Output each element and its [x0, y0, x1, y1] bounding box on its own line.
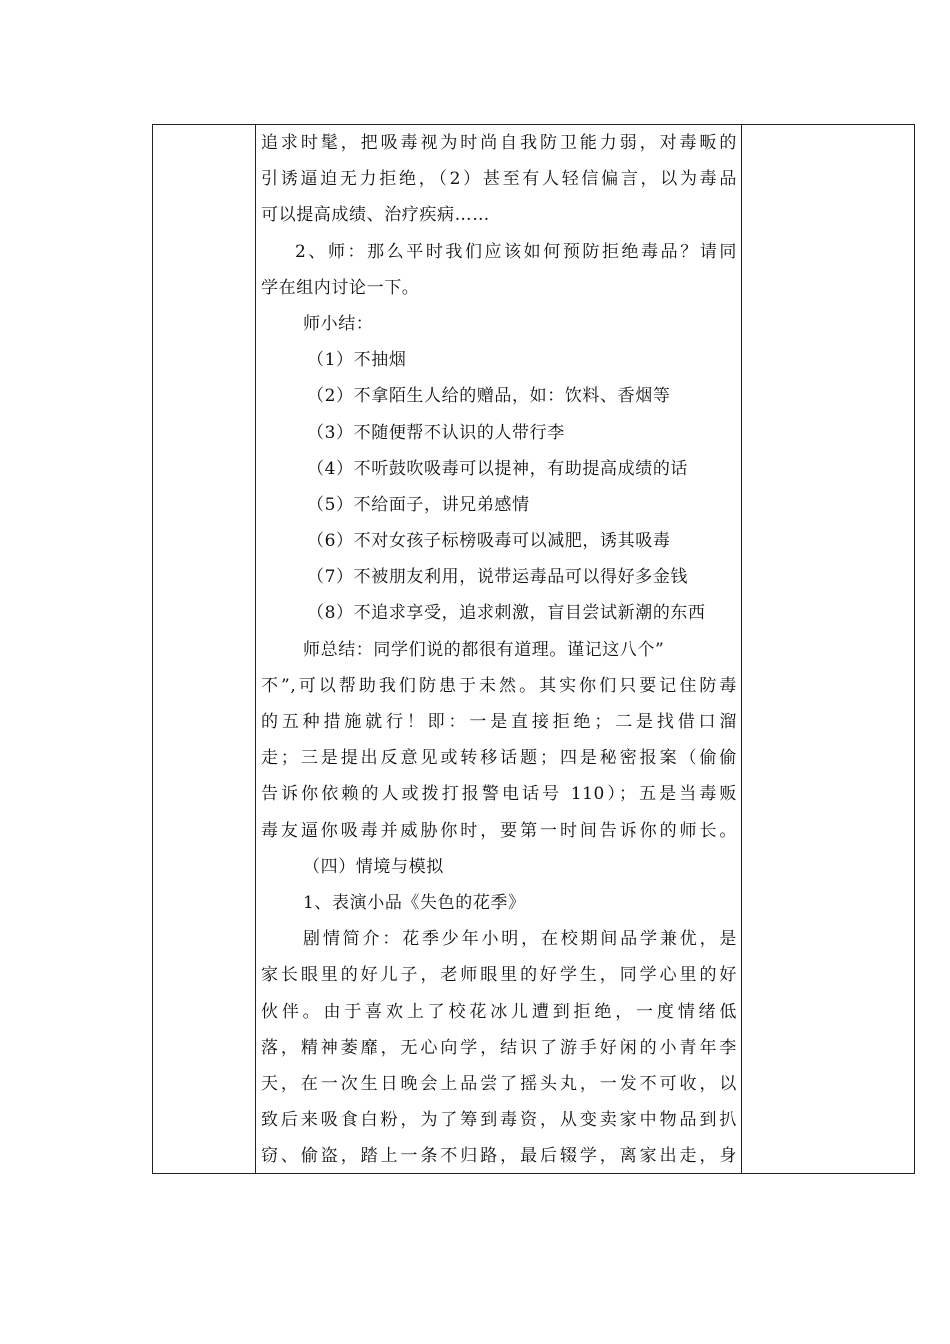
list-item: （7）不被朋友利用，说带运毒品可以得好多金钱 — [307, 567, 689, 588]
list-item: （1）不抽烟 — [307, 350, 407, 371]
text-line: 师小结： — [303, 313, 374, 334]
text-line: 告诉你依赖的人或拨打报警电话号 110）；五是当毒贩 — [261, 784, 737, 805]
text-line: 家长眼里的好儿子，老师眼里的好学生，同学心里的好 — [261, 965, 737, 986]
text-line: 毒友逼你吸毒并威胁你时，要第一时间告诉你的师长。 — [261, 820, 737, 841]
column-divider-right — [741, 125, 742, 1173]
list-item: （5）不给面子，讲兄弟感情 — [307, 494, 530, 515]
list-item: （3）不随便帮不认识的人带行李 — [307, 422, 565, 443]
text-line: 致后来吸食白粉，为了筹到毒资，从变卖家中物品到扒 — [261, 1110, 737, 1131]
text-line: 可以提高成绩、治疗疾病…… — [261, 205, 490, 226]
list-item: （2）不拿陌生人给的赠品，如：饮料、香烟等 — [307, 386, 671, 407]
text-line: 2、师：那么平时我们应该如何预防拒绝毒品？请同 — [295, 241, 737, 262]
text-line: 伙伴。由于喜欢上了校花冰儿遭到拒绝，一度情绪低 — [261, 1001, 737, 1022]
text-line: 师总结：同学们说的都很有道理。谨记这八个” — [303, 639, 665, 660]
text-line: 学在组内讨论一下。 — [261, 277, 420, 298]
text-line: 的五种措施就行！即：一是直接拒绝；二是找借口溜 — [261, 712, 737, 732]
text-line: 走；三是提出反意见或转移话题；四是秘密报案（偷偷 — [261, 748, 737, 769]
section-heading: （四）情境与模拟 — [303, 856, 444, 877]
text-line: 天，在一次生日晚会上品尝了摇头丸，一发不可收，以 — [261, 1073, 737, 1094]
column-divider-left — [255, 125, 256, 1173]
list-item: （6）不对女孩子标榜吸毒可以减肥，诱其吸毒 — [307, 531, 671, 552]
text-line: 不”,可以帮助我们防患于未然。其实你们只要记住防毒 — [261, 675, 737, 696]
text-line: 追求时髦，把吸毒视为时尚自我防卫能力弱，对毒畈的 — [261, 133, 737, 153]
lesson-table — [152, 124, 915, 1174]
text-line: 窃、偷盗，踏上一条不归路，最后辍学，离家出走，身 — [261, 1146, 737, 1167]
text-line: 引诱逼迫无力拒绝，（2）甚至有人轻信偏言，以为毒品 — [261, 169, 737, 190]
text-line: 落，精神萎靡，无心向学，结识了游手好闲的小青年李 — [261, 1037, 737, 1058]
lesson-content-cell — [261, 125, 737, 1174]
text-line: 1、表演小品《失色的花季》 — [303, 892, 526, 913]
list-item: （4）不听鼓吹吸毒可以提神，有助提高成绩的话 — [307, 458, 689, 479]
list-item: （8）不追求享受，追求刺激，盲目尝试新潮的东西 — [307, 603, 706, 624]
text-line: 剧情简介：花季少年小明，在校期间品学兼优，是 — [303, 929, 737, 950]
